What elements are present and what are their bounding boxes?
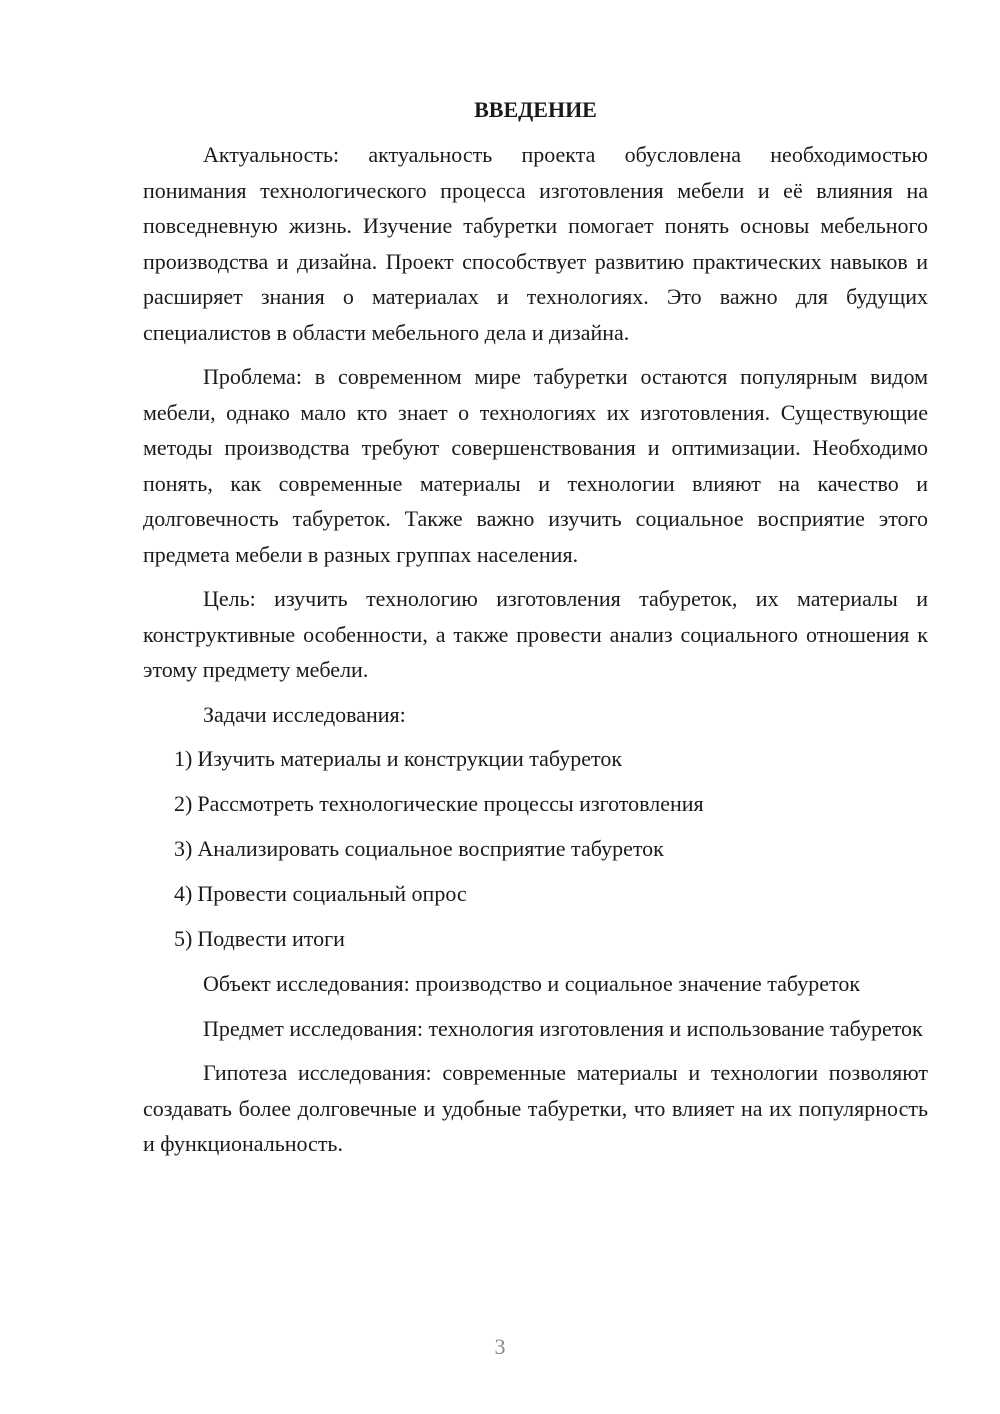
task-number: 1): [174, 746, 193, 771]
task-item: [143, 786, 928, 822]
document-page: [143, 95, 928, 1171]
task-number: 2): [174, 791, 193, 816]
task-number: 5): [174, 926, 193, 951]
paragraph-goal: Цель: изучить технологию изготовления табуреток, их материалы и конструктивные особенности, а также провести анализ социального отношения к этому предмету мебели.: [143, 586, 928, 682]
task-number: 3): [174, 836, 193, 861]
task-text: Подвести итоги: [197, 926, 345, 951]
task-text: Анализировать социальное восприятие табуреток: [197, 836, 664, 861]
tasks-heading: Задачи исследования:: [203, 701, 406, 727]
paragraph-subject: Предмет исследования: технология изготовления и использование табуреток: [203, 1015, 923, 1041]
page-number: 3: [494, 1334, 506, 1359]
paragraph-hypothesis: Гипотеза исследования: современные материалы и технологии позволяют создавать более долговечные и удобные табуретки, что влияет на их популярность и функциональность.: [143, 1060, 928, 1156]
task-number: 4): [174, 881, 193, 906]
task-text: Рассмотреть технологические процессы изготовления: [197, 791, 704, 816]
task-item: [143, 921, 928, 957]
paragraph-relevance: Актуальность: актуальность проекта обусловлена необходимостью понимания технологического процесса изготовления мебели и её влияния на повседневную жизнь. Изучение табуретки помогает понять основы мебельного производства и дизайна. Проект способствует развитию практических навыков и расширяет знания о материалах и технологиях. Это важно для будущих специалистов в области мебельного дела и дизайна.: [143, 142, 928, 345]
section-title: ВВЕДЕНИЕ: [474, 97, 597, 122]
paragraph-problem: Проблема: в современном мире табуретки остаются популярным видом мебели, однако мало кто знает о технологиях их изготовления. Существующие методы производства требуют совершенствования и оптимизации. Необходимо понять, как современные материалы и технологии влияют на качество и долговечность табуреток. Также важно изучить социальное восприятие этого предмета мебели в разных группах населения.: [143, 364, 928, 567]
task-text: Провести социальный опрос: [197, 881, 467, 906]
task-text: Изучить материалы и конструкции табуреток: [197, 746, 623, 771]
task-item: [143, 741, 928, 777]
task-item: [143, 876, 928, 912]
task-item: [143, 831, 928, 867]
tasks-list: [143, 741, 928, 957]
paragraph-object: Объект исследования: производство и социальное значение табуреток: [203, 971, 861, 996]
